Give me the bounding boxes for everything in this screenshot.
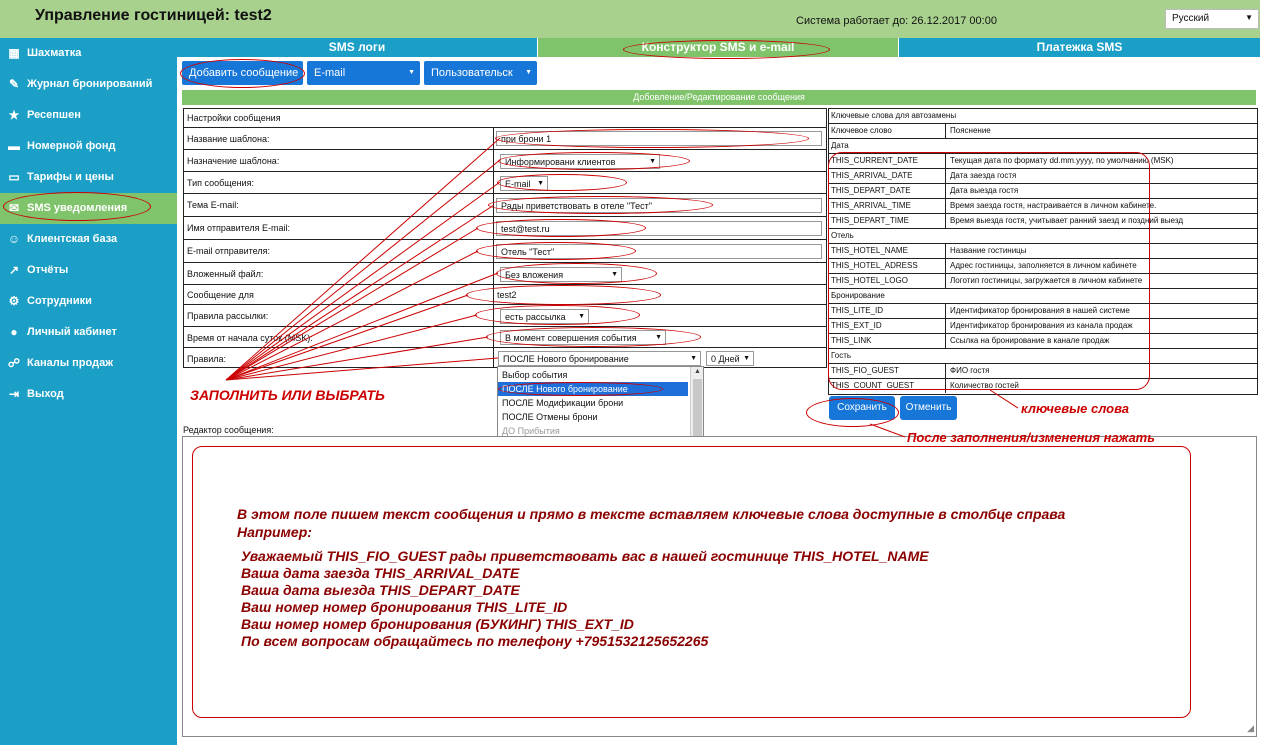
sidebar-item-label: Ресепшен <box>27 109 81 121</box>
dropdown-option[interactable]: ПОСЛЕ Нового бронирование <box>498 382 688 396</box>
user-icon: ● <box>10 325 18 339</box>
sidebar-item-label: Отчёты <box>27 264 69 276</box>
keyword-description: Дата заезда гостя <box>950 171 1017 180</box>
keyword: THIS_EXT_ID <box>831 321 882 330</box>
form-label: Правила рассылки: <box>187 311 269 321</box>
example-line: Ваша дата заезда THIS_ARRIVAL_DATE <box>241 565 520 581</box>
form-header: Настройки сообщения <box>187 113 281 123</box>
chevron-down-icon: ▼ <box>649 158 656 165</box>
language-value: Русский <box>1172 13 1210 24</box>
form-label: Название шаблона: <box>187 134 270 144</box>
annotation-after-fill: После заполнения/изменения нажать <box>907 430 1155 445</box>
chevron-down-icon: ▼ <box>525 69 532 76</box>
keyword-group: Дата <box>831 141 849 150</box>
sidebar-item-label: Шахматка <box>27 47 82 59</box>
clients-icon: ☺ <box>7 232 21 246</box>
example-line: Уважаемый THIS_FIO_GUEST рады приветствовать вас в нашей гостинице THIS_HOTEL_NAME <box>241 548 929 564</box>
user-template-value: Пользовательск <box>431 67 513 79</box>
sidebar-item-label: Каналы продаж <box>27 357 114 369</box>
keyword: THIS_LITE_ID <box>831 306 884 315</box>
keyword: THIS_ARRIVAL_DATE <box>831 171 913 180</box>
keyword: THIS_LINK <box>831 336 872 345</box>
chart-icon: ↗ <box>8 263 20 277</box>
select-value: ПОСЛЕ Нового бронирование <box>503 354 629 364</box>
sidebar-item-label: Личный кабинет <box>27 326 117 338</box>
keyword: THIS_CURRENT_DATE <box>831 156 918 165</box>
sidebar-item-label: Сотрудники <box>27 295 92 307</box>
form-label: Тема E-mail: <box>187 200 239 210</box>
keywords-title: Ключевые слова для автозамены <box>831 111 957 120</box>
star-icon: ★ <box>8 108 20 122</box>
bed-icon: ▬ <box>8 139 20 153</box>
chevron-down-icon: ▼ <box>537 180 544 187</box>
keyword: THIS_HOTEL_LOGO <box>831 276 908 285</box>
save-button[interactable]: Сохранить <box>829 396 895 420</box>
keyword-description: Время выезда гостя, учитывает ранний заезд и поздний выезд <box>950 216 1183 225</box>
arrow-line <box>226 205 494 380</box>
sidebar-item-label: Журнал бронирований <box>27 78 153 90</box>
annotation-editor-note: В этом поле пишем текст сообщения и прямо в тексте вставляем ключевые слова доступные в столбце справа <box>237 506 1066 522</box>
example-line: Ваш номер номер бронирования THIS_LITE_ID <box>241 599 568 615</box>
select-value: есть рассылка <box>505 312 566 322</box>
keyword-group: Бронирование <box>831 291 885 300</box>
keyword: THIS_HOTEL_NAME <box>831 246 908 255</box>
form-label: Тип сообщения: <box>187 178 254 188</box>
form-label: Время от начала суток (MSK): <box>187 333 313 343</box>
keyword-description: ФИО гостя <box>950 366 990 375</box>
message-type-value: E-mail <box>314 67 346 79</box>
annotation-fill-or-choose: ЗАПОЛНИТЬ ИЛИ ВЫБРАТЬ <box>190 387 385 403</box>
form-label: Назначение шаблона: <box>187 156 280 166</box>
keyword: THIS_COUNT_GUEST <box>831 381 915 390</box>
scroll-up-icon[interactable]: ▲ <box>694 368 701 375</box>
keyword-description: Время заезда гостя, настраивается в личном кабинете. <box>950 201 1157 210</box>
keyword-description: Ссылка на бронирование в канале продаж <box>950 336 1110 345</box>
editor-label: Редактор сообщения: <box>183 425 274 435</box>
chevron-down-icon: ▼ <box>655 334 662 341</box>
keyword: THIS_ARRIVAL_TIME <box>831 201 911 210</box>
select-value: В момент совершения события <box>505 333 637 343</box>
sidebar-item-label: Тарифы и цены <box>27 171 114 183</box>
select-value: Без вложения <box>505 270 564 280</box>
keyword-description: Идентификатор бронирования из канала продаж <box>950 321 1133 330</box>
arrow-line <box>990 390 1018 408</box>
keyword-description: Название гостиницы <box>950 246 1027 255</box>
form-label: Вложенный файл: <box>187 269 264 279</box>
template-name-input[interactable]: при брони 1 <box>496 131 822 146</box>
form-label: Имя отправителя E-mail: <box>187 223 291 233</box>
system-status: Система работает до: 26.12.2017 00:00 <box>796 15 997 27</box>
sms-icon: ✉ <box>8 201 20 215</box>
keyword: THIS_DEPART_DATE <box>831 186 911 195</box>
tab-constructor[interactable]: Конструктор SMS и e-mail <box>538 38 899 57</box>
keyword-description: Количество гостей <box>950 381 1019 390</box>
select-value: E-mail <box>505 179 531 189</box>
form-label: E-mail отправителя: <box>187 246 270 256</box>
col-keyword: Ключевое слово <box>831 126 892 135</box>
arrow-line <box>870 424 905 437</box>
section-title: Добовление/Редактирование сообщения <box>182 90 1256 105</box>
sidebar-item-label: Выход <box>27 388 64 400</box>
annotation-editor-example: Например: <box>237 524 312 540</box>
journal-icon: ✎ <box>8 77 20 91</box>
col-description: Пояснение <box>950 126 991 135</box>
dropdown-option[interactable]: Выбор события <box>502 370 568 380</box>
keyword-description: Дата выезда гостя <box>950 186 1019 195</box>
chevron-down-icon: ▼ <box>611 271 618 278</box>
form-label: Правила: <box>187 354 227 364</box>
dropdown-option: ДО Прибытия <box>502 426 560 436</box>
app-title: Управление гостиницей: test2 <box>35 7 272 24</box>
example-line: Ваша дата выезда THIS_DEPART_DATE <box>241 582 520 598</box>
arrow-line <box>226 295 468 380</box>
keyword-description: Идентификатор бронирования в нашей системе <box>950 306 1130 315</box>
select-value: Информировани клиентов <box>505 157 616 167</box>
keyword-description: Логотип гостиницы, загружается в личном кабинете <box>950 276 1143 285</box>
keyword-description: Текущая дата по формату dd.mm.yyyy, по умолчанию (MSK) <box>950 156 1174 165</box>
arrow-line <box>226 337 488 380</box>
channels-icon: ☍ <box>7 356 21 370</box>
chevron-down-icon: ▼ <box>690 355 697 362</box>
sidebar-item-label: Клиентская база <box>27 233 118 245</box>
arrow-line <box>226 228 478 380</box>
sender-email-input[interactable]: Отель "Тест" <box>496 244 822 259</box>
example-line: Ваш номер номер бронирования (БУКИНГ) THIS_EXT_ID <box>241 616 634 632</box>
keyword: THIS_HOTEL_ADRESS <box>831 261 918 270</box>
keyword-group: Отель <box>831 231 854 240</box>
gear-icon: ⚙ <box>8 294 20 308</box>
sidebar-item-label: SMS уведомления <box>27 202 128 214</box>
chevron-down-icon: ▼ <box>578 313 585 320</box>
chevron-down-icon: ▼ <box>743 355 750 362</box>
exit-icon: ⇥ <box>8 387 20 401</box>
keyword: THIS_FIO_GUEST <box>831 366 900 375</box>
tab-sms-payment[interactable]: Платежка SMS <box>899 38 1260 57</box>
dropdown-option[interactable]: ПОСЛЕ Отмены брони <box>502 412 598 422</box>
keyword: THIS_DEPART_TIME <box>831 216 909 225</box>
keyword-description: Адрес гостиницы, заполняется в личном кабинете <box>950 261 1137 270</box>
form-label: Сообщение для <box>187 290 254 300</box>
chevron-down-icon: ▼ <box>1245 13 1253 22</box>
sidebar-item-label: Номерной фонд <box>27 140 116 152</box>
annotation-keywords: ключевые слова <box>1021 401 1130 416</box>
arrow-line <box>226 138 500 380</box>
add-message-button[interactable]: Добавить сообщение <box>182 61 303 85</box>
keyword-group: Гость <box>831 351 852 360</box>
arrow-line <box>226 160 500 380</box>
arrow-line <box>226 251 478 380</box>
chevron-down-icon: ▼ <box>408 69 415 76</box>
tab-sms-logs[interactable]: SMS логи <box>177 38 538 57</box>
arrow-line <box>226 182 500 380</box>
resize-handle-icon[interactable]: ◢ <box>1247 723 1254 733</box>
select-value: 0 Дней <box>711 354 740 364</box>
grid-icon: ▦ <box>8 46 20 60</box>
price-icon: ▭ <box>8 170 20 184</box>
arrow-line <box>226 273 498 380</box>
email-subject-input[interactable]: Рады приветствовать в отеле "Тест" <box>496 198 822 213</box>
dropdown-option[interactable]: ПОСЛЕ Модификации брони <box>502 398 624 408</box>
sender-name-input[interactable]: test@test.ru <box>496 221 822 236</box>
cancel-button[interactable]: Отменить <box>900 396 957 420</box>
message-for-value: test2 <box>497 290 517 300</box>
example-line: По всем вопросам обращайтесь по телефону +7951532125652265 <box>241 633 709 649</box>
